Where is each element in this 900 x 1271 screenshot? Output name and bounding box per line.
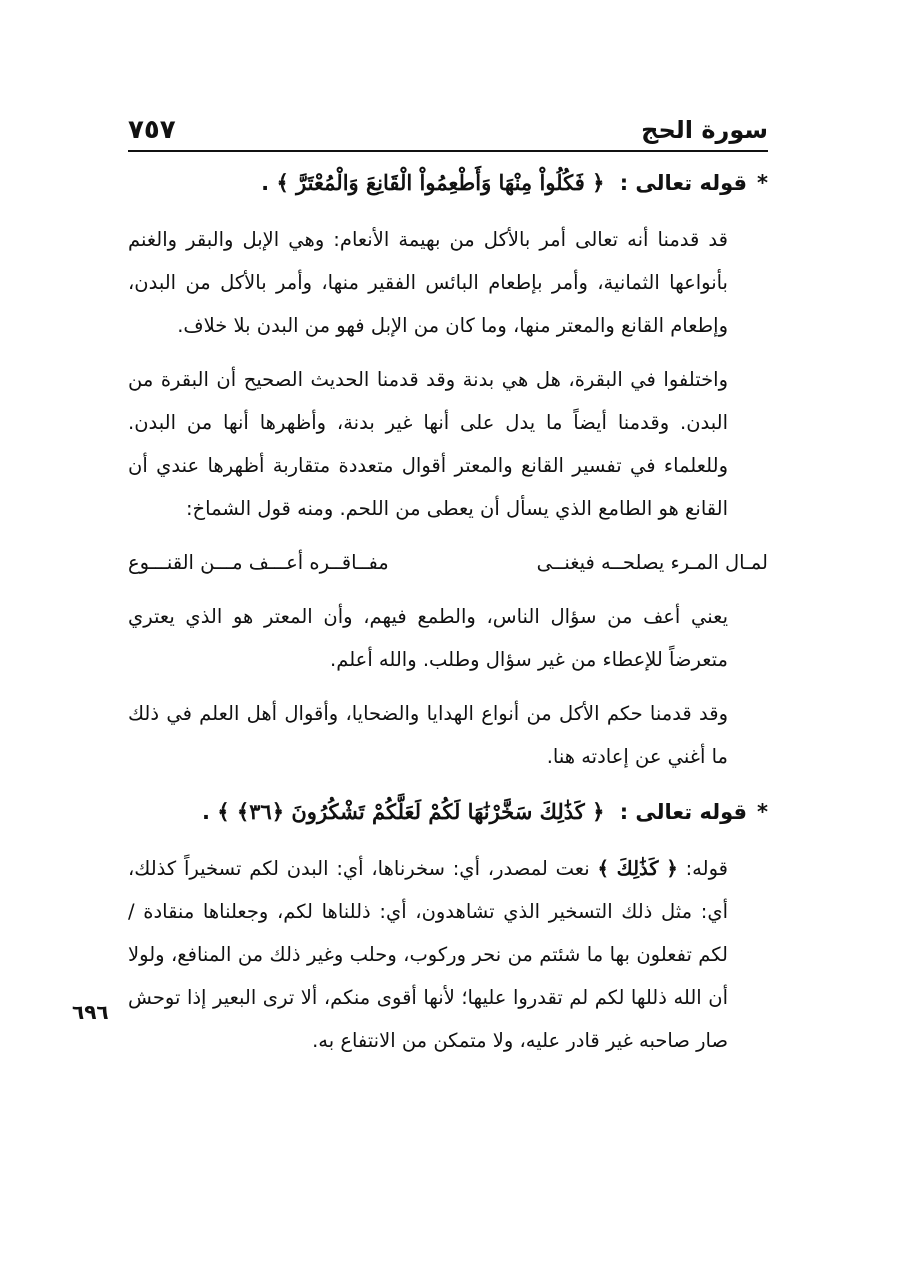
verse-heading-1	[128, 160, 768, 206]
paragraph: قد قدمنا أنه تعالى أمر بالأكل من بهيمة الأنعام: وهي الإبل والبقر والغنم بأنواعها الثمانية، وأمر بإطعام البائس الفقير منها، وأمر بالأكل من البدن، وإطعام القانع والمعتر منها، وما كان من الإبل فهو من البدن بلا خلاف.	[128, 228, 728, 337]
star-marker: *	[757, 800, 768, 824]
ornate-bracket-open: ﴿	[592, 171, 605, 195]
poem-hemistich-second: مفــاقــره أعـــف مـــن القنـــوع	[128, 551, 389, 574]
margin-page-reference: ٦٩٦	[72, 1000, 109, 1024]
quoted-word: كَذَٰلِكَ	[616, 857, 659, 880]
header-divider	[128, 150, 768, 152]
ornate-bracket-close: ﴾	[276, 171, 289, 195]
verse-end-mark: .	[201, 800, 210, 824]
ornate-bracket-close: ﴾	[217, 800, 230, 824]
ornate-bracket-close: ﴾	[597, 857, 609, 880]
ornate-bracket-open: ﴿	[666, 857, 678, 880]
verse-lead: قوله تعالى :	[619, 171, 748, 195]
surah-title: سورة الحج	[641, 116, 768, 144]
star-marker: *	[757, 171, 768, 195]
poem-hemistich-first: لمـال المـرء يصلحــه فيغنــى	[536, 551, 768, 574]
page-header	[128, 110, 768, 150]
paragraph: واختلفوا في البقرة، هل هي بدنة وقد قدمنا الحديث الصحيح أن البقرة من البدن. وقدمنا أيضاً ما يدل على أنها غير بدنة، وأظهرها أنها من البدن. وللعلماء في تفسير القانع والمعتر أقوال متعددة متقاربة أظهرها عندي أن القانع هو الطامع الذي يسأل أن يعطى من اللحم. ومنه قول الشماخ:	[128, 368, 728, 520]
paragraph: وقد قدمنا حكم الأكل من أنواع الهدايا والضحايا، وأقوال أهل العلم في ذلك ما أغني عن إعادته هنا.	[128, 702, 728, 768]
quran-verse-text: فَكُلُواْ مِنْهَا وَأَطْعِمُواْ الْقَانِعَ وَالْمُعْتَرَّ	[296, 170, 585, 195]
page-body	[128, 160, 768, 1073]
commentary-prefix: قوله:	[685, 857, 728, 880]
poem-verse	[128, 541, 768, 584]
commentary-text: نعت لمصدر، أي: سخرناها، أي: البدن لكم تسخيراً كذلك، أي: مثل ذلك التسخير الذي تشاهدون، أي: ذللناها لكم، وجعلناها منقادة /لكم تفعلون بها ما شئتم من نحر وركوب، وحلب وغير ذلك من المنافع، ولولا أن الله ذللها لكم لم تقدروا عليها؛ لأنها أقوى منكم، ألا ترى البعير إذا توحش صار صاحبه غير قادر عليه، ولا متمكن من الانتفاع به.	[128, 857, 728, 1052]
ornate-bracket-open: ﴿	[592, 800, 605, 824]
page-number: ٧٥٧	[128, 115, 176, 145]
verse-heading-2	[128, 789, 768, 835]
verse-lead: قوله تعالى :	[619, 800, 748, 824]
paragraph	[128, 847, 768, 1062]
paragraph: يعني أعف من سؤال الناس، والطمع فيهم، وأن المعتر هو الذي يعتري متعرضاً للإعطاء من غير سؤال وطلب. والله أعلم.	[128, 605, 728, 671]
quran-verse-text: كَذَٰلِكَ سَخَّرْنَٰهَا لَكُمْ لَعَلَّكُمْ تَشْكُرُونَ ﴿٣٦﴾	[236, 799, 585, 824]
verse-end-mark: .	[261, 171, 270, 195]
